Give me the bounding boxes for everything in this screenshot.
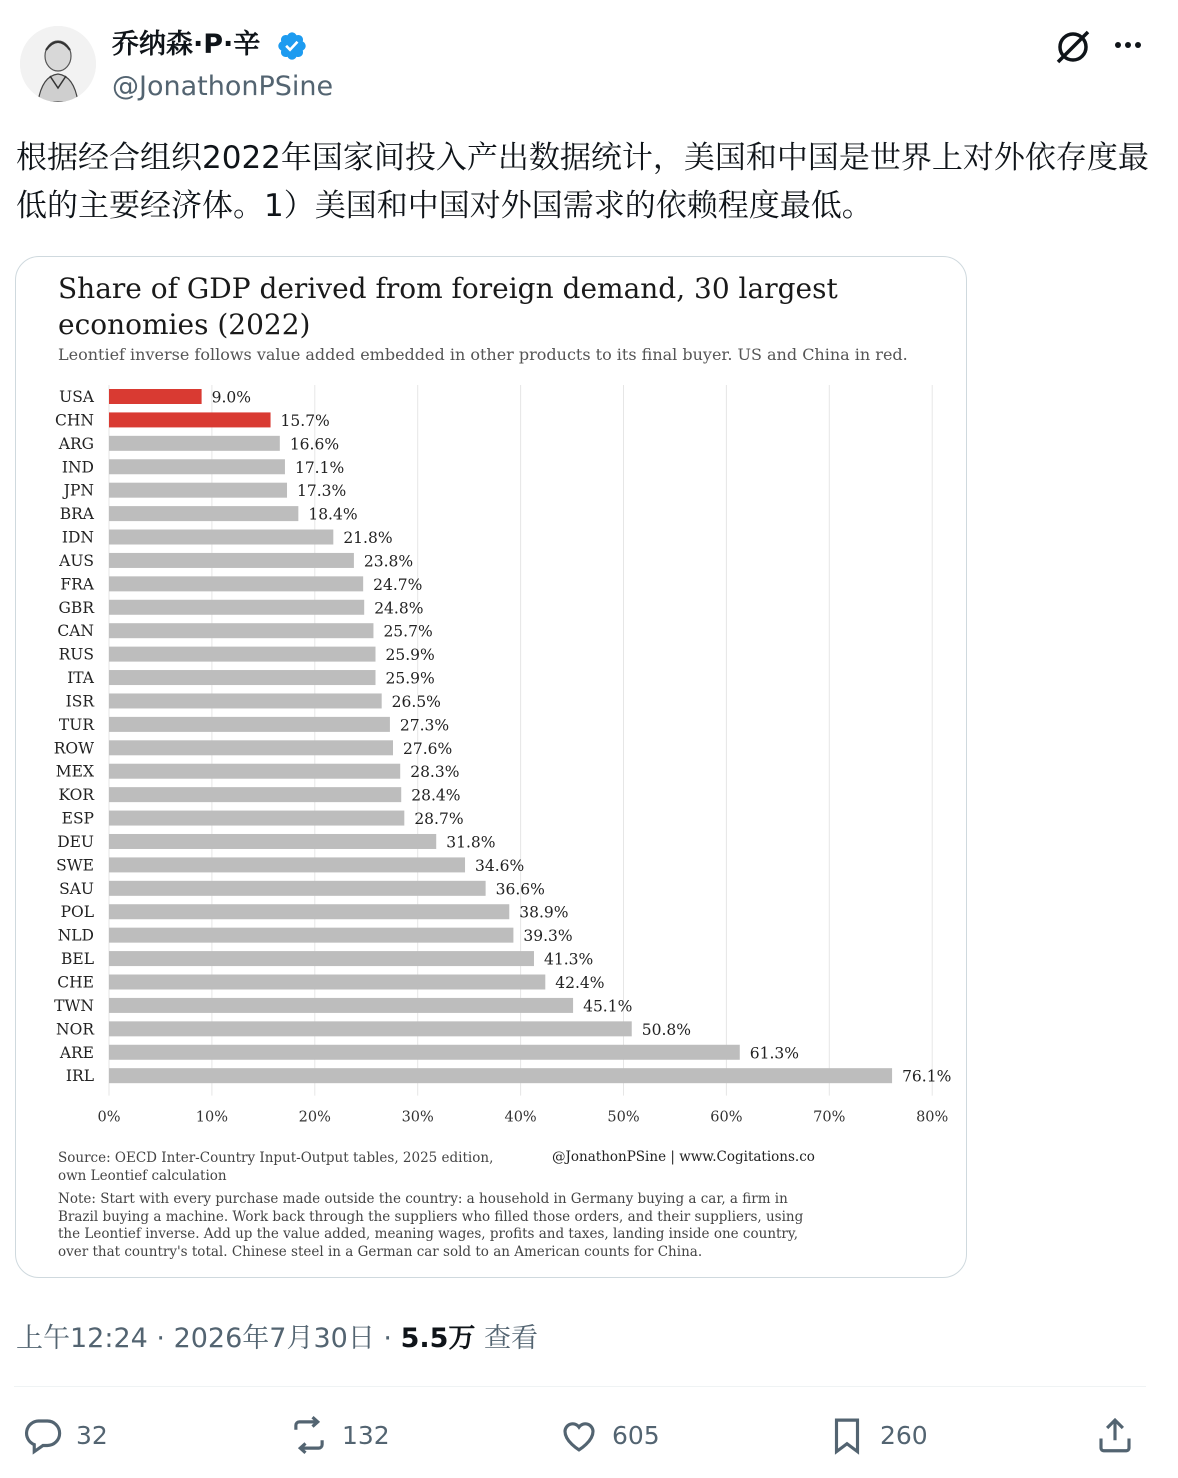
- verified-badge-icon: [276, 30, 308, 62]
- value-label: 17.1%: [294, 458, 345, 477]
- share-button[interactable]: [1094, 1412, 1148, 1458]
- value-label: 50.8%: [641, 1020, 691, 1039]
- bar-kor: [109, 787, 401, 802]
- bar-bel: [109, 951, 534, 966]
- like-count: 605: [612, 1420, 660, 1450]
- value-label: 15.7%: [280, 411, 330, 430]
- x-tick-label: 80%: [916, 1109, 949, 1126]
- value-label: 31.8%: [446, 833, 496, 852]
- repost-button[interactable]: [288, 1412, 390, 1458]
- bookmark-count: 260: [880, 1420, 928, 1450]
- views-label: 查看: [484, 1323, 539, 1354]
- value-label: 39.3%: [523, 927, 573, 946]
- bar-isr: [109, 693, 382, 708]
- bar-can: [109, 623, 373, 638]
- value-label: 27.6%: [403, 739, 453, 758]
- chart-credit: @JonathonPSine | www.Cogitations.co: [552, 1149, 815, 1165]
- category-label: TWN: [54, 996, 94, 1015]
- category-label: ITA: [67, 669, 94, 688]
- category-label: CHE: [57, 973, 94, 992]
- author-display-name[interactable]: 乔纳森·P·辛: [112, 29, 261, 60]
- value-label: 36.6%: [495, 880, 545, 899]
- category-label: IND: [61, 458, 94, 477]
- bookmark-icon: [826, 1414, 868, 1456]
- value-label: 38.9%: [519, 903, 569, 922]
- bar-sau: [109, 881, 486, 896]
- category-label: USA: [59, 388, 94, 406]
- more-icon[interactable]: [1110, 30, 1146, 60]
- bar-tur: [109, 717, 390, 732]
- category-label: ARE: [59, 1043, 94, 1062]
- bar-che: [109, 975, 545, 990]
- value-label: 45.1%: [583, 997, 633, 1016]
- chart-title: Share of GDP derived from foreign demand, 30 largest economies (2022): [58, 272, 838, 341]
- category-label: IDN: [61, 528, 94, 547]
- bar-bra: [109, 506, 298, 521]
- value-label: 27.3%: [399, 716, 450, 735]
- category-label: IRL: [65, 1067, 94, 1086]
- value-label: 34.6%: [475, 856, 525, 875]
- tweet-text: 根据经合组织2022年国家间投入产出数据统计，美国和中国是世界上对外依存度最低的主要经济体。1）美国和中国对外国需求的依赖程度最低。: [16, 140, 1149, 224]
- category-label: TUR: [58, 715, 94, 734]
- category-label: SAU: [59, 879, 94, 898]
- category-label: RUS: [58, 645, 94, 664]
- category-label: KOR: [58, 786, 94, 805]
- value-label: 24.7%: [373, 575, 423, 594]
- tweet-time[interactable]: 上午12:24: [16, 1323, 148, 1354]
- value-label: 76.1%: [902, 1067, 952, 1086]
- x-tick-label: 60%: [710, 1109, 743, 1126]
- bar-pol: [109, 904, 509, 919]
- author-handle[interactable]: @JonathonPSine: [112, 71, 334, 102]
- category-label: FRA: [60, 575, 94, 594]
- category-label: NOR: [56, 1020, 94, 1039]
- reply-button[interactable]: [22, 1412, 108, 1458]
- bar-twn: [109, 998, 573, 1013]
- tweet-date[interactable]: 2026年7月30日: [173, 1323, 375, 1354]
- x-tick-label: 40%: [504, 1109, 537, 1126]
- category-label: ISR: [65, 692, 94, 711]
- bar-gbr: [109, 600, 364, 615]
- x-tick-label: 50%: [607, 1109, 640, 1126]
- chart-source: Source: OECD Inter-Country Input-Output tables, 2025 edition, own Leontief calculation: [58, 1150, 494, 1184]
- value-label: 18.4%: [308, 505, 358, 524]
- bar-fra: [109, 576, 363, 591]
- category-label: SWE: [56, 856, 94, 875]
- category-label: BEL: [61, 950, 94, 969]
- category-label: BRA: [59, 505, 94, 524]
- chart-note: Note: Start with every purchase made outside the country: a household in Germany buying a car, a firm in Brazil buying a machine. Work back through the suppliers who filled those orders, and their suppliers, using the Leontief inverse. Add up the value added, meaning wages, profits and taxes, landing inside one country, over that country's total. Chinese steel in a German car sold to an American counts for China.: [58, 1191, 804, 1260]
- share-icon: [1094, 1414, 1136, 1456]
- value-label: 42.4%: [555, 974, 605, 992]
- bar-arg: [109, 436, 280, 451]
- value-label: 26.5%: [391, 692, 441, 711]
- value-label: 9.0%: [211, 388, 252, 407]
- value-label: 41.3%: [543, 950, 594, 969]
- avatar-portrait: [20, 26, 96, 102]
- grok-icon[interactable]: [1054, 28, 1092, 66]
- category-label: CAN: [57, 622, 94, 641]
- bar-aus: [109, 553, 354, 568]
- value-label: 28.4%: [411, 786, 461, 805]
- tweet-meta: 上午12:24 · 2026年7月30日 · 5.5万 查看: [16, 1323, 539, 1354]
- bar-row: [109, 740, 393, 755]
- avatar[interactable]: [20, 26, 96, 102]
- category-label: CHN: [55, 411, 94, 430]
- value-label: 16.6%: [289, 435, 340, 454]
- value-label: 61.3%: [749, 1044, 800, 1063]
- category-label: DEU: [57, 832, 94, 851]
- value-label: 23.8%: [363, 552, 414, 571]
- category-label: MEX: [55, 762, 94, 781]
- bar-esp: [109, 811, 404, 826]
- bar-deu: [109, 834, 436, 849]
- divider: [14, 1386, 1146, 1387]
- bar-nor: [109, 1021, 632, 1036]
- value-label: 28.3%: [410, 763, 460, 782]
- category-label: JPN: [63, 481, 94, 500]
- category-label: ROW: [53, 739, 94, 758]
- value-label: 25.7%: [383, 622, 433, 641]
- bar-irl: [109, 1068, 892, 1083]
- bar-nld: [109, 928, 513, 943]
- category-label: POL: [60, 903, 94, 922]
- value-label: 28.7%: [414, 810, 464, 829]
- value-label: 25.9%: [385, 669, 435, 688]
- value-label: 25.9%: [385, 646, 435, 665]
- bookmark-button[interactable]: [826, 1412, 928, 1458]
- value-label: 21.8%: [343, 529, 393, 548]
- bar-rus: [109, 647, 376, 662]
- bar-idn: [109, 530, 333, 545]
- bar-swe: [109, 857, 465, 872]
- x-tick-label: 10%: [195, 1109, 229, 1126]
- chart-subtitle: Leontief inverse follows value added embedded in other products to its final buyer. US and China in red.: [58, 345, 908, 364]
- category-label: ESP: [61, 809, 94, 828]
- like-icon: [558, 1414, 600, 1456]
- x-tick-label: 30%: [401, 1109, 434, 1126]
- category-label: AUS: [59, 551, 94, 570]
- bar-mex: [109, 764, 400, 779]
- bar-are: [109, 1045, 740, 1060]
- chart-svg: [16, 257, 966, 1277]
- category-label: NLD: [57, 926, 94, 945]
- x-tick-label: 20%: [298, 1109, 331, 1126]
- bar-ind: [109, 459, 285, 474]
- value-label: 17.3%: [297, 482, 347, 501]
- chart-image-card[interactable]: [15, 256, 967, 1278]
- repost-count: 132: [342, 1420, 390, 1450]
- bar-usa: [109, 389, 202, 404]
- reply-icon: [22, 1414, 64, 1456]
- category-label: ARG: [58, 434, 94, 453]
- value-label: 24.8%: [374, 599, 424, 618]
- category-label: GBR: [58, 598, 94, 617]
- repost-icon: [288, 1414, 330, 1456]
- bar-jpn: [109, 483, 287, 498]
- bar-ita: [109, 670, 376, 685]
- bar-chn: [109, 412, 271, 427]
- x-tick-label: 70%: [813, 1109, 846, 1126]
- view-count: 5.5万: [400, 1323, 476, 1354]
- like-button[interactable]: [558, 1412, 660, 1458]
- x-tick-label: 0%: [97, 1109, 121, 1126]
- reply-count: 32: [76, 1420, 108, 1450]
